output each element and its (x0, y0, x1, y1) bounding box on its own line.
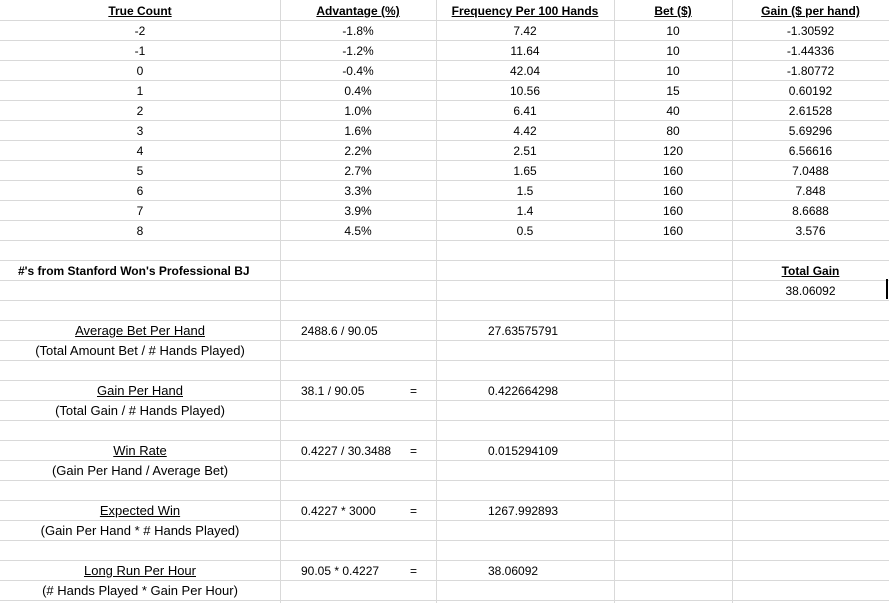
total-gain-label[interactable]: Total Gain (781, 264, 840, 278)
advantage-cell[interactable]: 3.3% (344, 184, 372, 198)
advantage-cell[interactable]: -1.8% (342, 24, 374, 38)
advantage-cell[interactable]: 2.7% (344, 164, 372, 178)
frequency-cell[interactable]: 6.41 (513, 104, 537, 118)
gain-cell[interactable]: 5.69296 (788, 124, 833, 138)
metric-formula[interactable]: 0.4227 * 3000 (301, 504, 376, 518)
true-count-cell[interactable]: 4 (136, 144, 144, 158)
true-count-cell[interactable]: -1 (134, 44, 146, 58)
metric-result[interactable]: 38.06092 (488, 564, 539, 578)
metric-result[interactable]: 0.015294109 (488, 444, 559, 458)
metric-subtitle[interactable]: (Total Amount Bet / # Hands Played) (35, 343, 245, 358)
gain-cell[interactable]: 3.576 (795, 224, 826, 238)
frequency-cell[interactable]: 1.65 (513, 164, 537, 178)
metric-formula[interactable]: 2488.6 / 90.05 (301, 324, 378, 338)
true-count-cell[interactable]: 3 (136, 124, 144, 138)
header-advantage[interactable]: Advantage (%) (316, 4, 400, 18)
metric-title[interactable]: Gain Per Hand (97, 383, 183, 398)
advantage-cell[interactable]: 1.0% (344, 104, 372, 118)
gain-cell[interactable]: 0.60192 (788, 84, 833, 98)
bet-cell[interactable]: 80 (666, 124, 680, 138)
metric-subtitle[interactable]: (Total Gain / # Hands Played) (55, 403, 225, 418)
metric-equals[interactable]: = (410, 384, 418, 398)
metric-title[interactable]: Expected Win (99, 503, 181, 518)
bet-cell[interactable]: 10 (666, 24, 680, 38)
metric-title[interactable]: Win Rate (113, 443, 167, 458)
gain-cell[interactable]: 7.848 (795, 184, 826, 198)
advantage-cell[interactable]: 3.9% (344, 204, 372, 218)
metric-title[interactable]: Long Run Per Hour (83, 563, 196, 578)
true-count-cell[interactable]: 2 (136, 104, 144, 118)
true-count-cell[interactable]: -2 (134, 24, 146, 38)
frequency-cell[interactable]: 10.56 (509, 84, 541, 98)
metric-result[interactable]: 0.422664298 (488, 384, 559, 398)
bet-cell[interactable]: 120 (662, 144, 684, 158)
metric-equals[interactable]: = (410, 504, 418, 518)
true-count-cell[interactable]: 5 (136, 164, 144, 178)
gain-cell[interactable]: -1.44336 (786, 44, 835, 58)
bet-cell[interactable]: 10 (666, 64, 680, 78)
header-true-count[interactable]: True Count (108, 4, 172, 18)
frequency-cell[interactable]: 1.4 (516, 204, 534, 218)
advantage-cell[interactable]: 1.6% (344, 124, 372, 138)
metric-subtitle[interactable]: (# Hands Played * Gain Per Hour) (42, 583, 238, 598)
frequency-cell[interactable]: 7.42 (513, 24, 537, 38)
true-count-cell[interactable]: 8 (136, 224, 144, 238)
frequency-cell[interactable]: 42.04 (509, 64, 541, 78)
total-gain-value[interactable]: 38.06092 (785, 284, 836, 298)
header-gain[interactable]: Gain ($ per hand) (761, 4, 860, 18)
advantage-cell[interactable]: 4.5% (344, 224, 372, 238)
bet-cell[interactable]: 160 (662, 184, 684, 198)
frequency-cell[interactable]: 11.64 (510, 44, 540, 58)
gain-cell[interactable]: -1.80772 (786, 64, 835, 78)
bet-cell[interactable]: 10 (666, 44, 680, 58)
advantage-cell[interactable]: 0.4% (344, 84, 372, 98)
frequency-cell[interactable]: 1.5 (516, 184, 534, 198)
advantage-cell[interactable]: 2.2% (344, 144, 372, 158)
true-count-cell[interactable]: 7 (136, 204, 144, 218)
source-note[interactable]: #'s from Stanford Won's Professional BJ (18, 264, 250, 278)
metric-subtitle[interactable]: (Gain Per Hand * # Hands Played) (40, 523, 240, 538)
frequency-cell[interactable]: 2.51 (513, 144, 537, 158)
header-bet[interactable]: Bet ($) (654, 4, 692, 18)
true-count-cell[interactable]: 6 (136, 184, 144, 198)
metric-equals[interactable]: = (410, 444, 418, 458)
metric-result[interactable]: 27.63575791 (488, 324, 559, 338)
metric-formula[interactable]: 38.1 / 90.05 (301, 384, 365, 398)
bet-cell[interactable]: 160 (662, 224, 684, 238)
gain-cell[interactable]: -1.30592 (786, 24, 835, 38)
metric-title[interactable]: Average Bet Per Hand (75, 323, 205, 338)
metric-equals[interactable] (410, 321, 430, 341)
bet-cell[interactable]: 40 (666, 104, 680, 118)
metric-formula[interactable]: 0.4227 / 30.3488 (301, 444, 392, 458)
gain-cell[interactable]: 2.61528 (788, 104, 833, 118)
metric-subtitle[interactable]: (Gain Per Hand / Average Bet) (51, 463, 229, 478)
advantage-cell[interactable]: -0.4% (342, 64, 374, 78)
bet-cell[interactable]: 160 (662, 204, 684, 218)
gain-cell[interactable]: 7.0488 (792, 164, 829, 178)
header-frequency[interactable]: Frequency Per 100 Hands (451, 4, 599, 18)
bet-cell[interactable]: 15 (666, 84, 680, 98)
metric-equals[interactable]: = (410, 564, 418, 578)
frequency-cell[interactable]: 0.5 (516, 224, 534, 238)
gain-cell[interactable]: 6.56616 (788, 144, 833, 158)
metric-result[interactable]: 1267.992893 (488, 504, 559, 518)
true-count-cell[interactable]: 0 (136, 64, 144, 78)
metric-formula[interactable]: 90.05 * 0.4227 (301, 564, 380, 578)
frequency-cell[interactable]: 4.42 (513, 124, 537, 138)
gain-cell[interactable]: 8.6688 (792, 204, 829, 218)
true-count-cell[interactable]: 1 (136, 84, 144, 98)
cell-cursor (886, 279, 888, 299)
advantage-cell[interactable]: -1.2% (342, 44, 374, 58)
bet-cell[interactable]: 160 (662, 164, 684, 178)
